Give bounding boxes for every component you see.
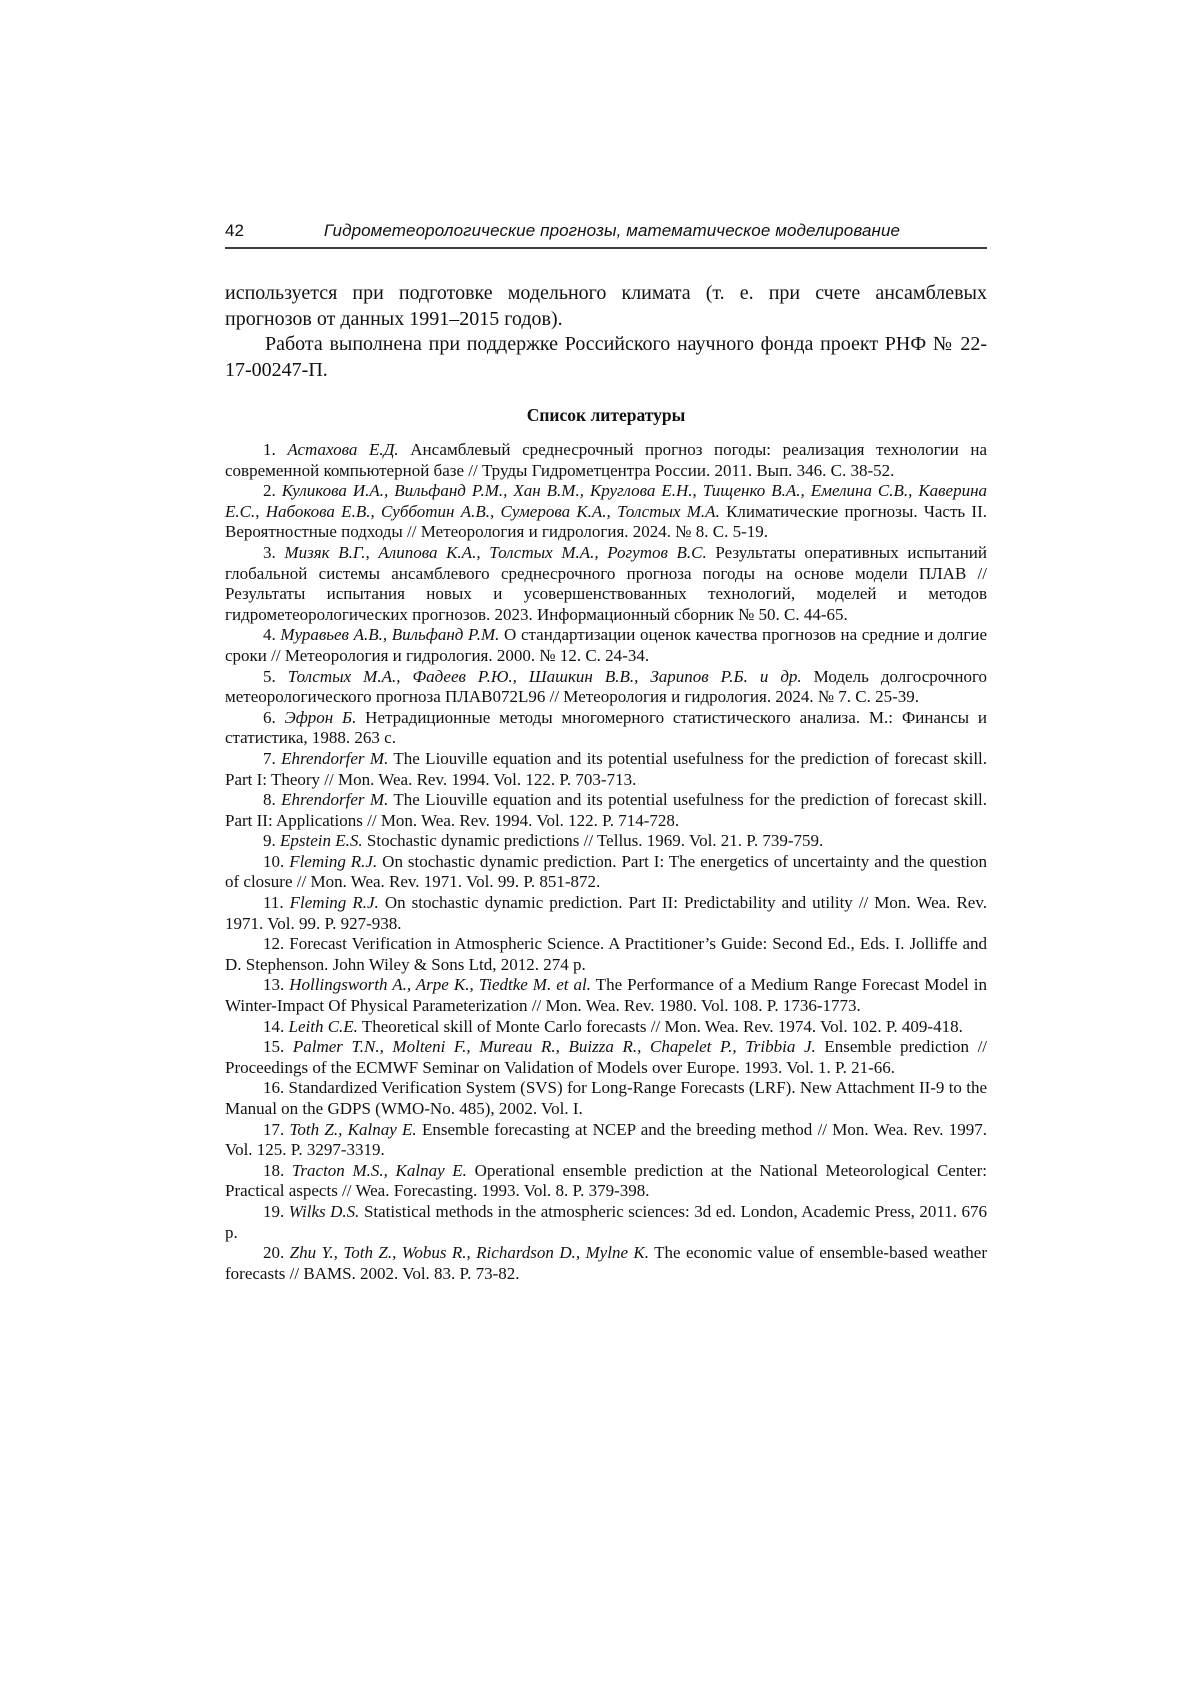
reference-number: 5. <box>263 666 288 686</box>
reference-number: 19. <box>263 1201 289 1221</box>
reference-item <box>225 852 987 893</box>
reference-authors: Эфрон Б. <box>284 707 357 727</box>
reference-item <box>225 790 987 831</box>
reference-text: Ensemble forecasting at NCEP and the breeding method // Mon. Wea. Rev. 1997. Vol. 125. P. 3297-3319. <box>225 1119 987 1160</box>
reference-number: 18. <box>263 1160 292 1180</box>
reference-authors: Hollingsworth A., Arpe K., Tiedtke M. et al. <box>289 975 591 995</box>
reference-item <box>225 1037 987 1078</box>
reference-item <box>225 934 987 975</box>
reference-text: Standardized Verification System (SVS) for Long-Range Forecasts (LRF). New Attachment II-9 to the Manual on the GDPS (WMO-No. 485), 2002. Vol. I. <box>225 1078 987 1118</box>
reference-text: Theoretical skill of Monte Carlo forecasts // Mon. Wea. Rev. 1974. Vol. 102. P. 409-418. <box>357 1016 963 1036</box>
reference-authors: Толстых М.А., Фадеев Р.Ю., Шашкин В.В., Зарипов Р.Б. и др. <box>287 666 802 686</box>
reference-text: Нетрадиционные методы многомерного статистического анализа. М.: Финансы и статистика, 1988. 263 с. <box>225 707 987 748</box>
reference-item <box>225 975 987 1016</box>
reference-authors: Мизяк В.Г., Алипова К.А., Толстых М.А., Рогутов В.С. <box>284 542 707 562</box>
running-header <box>225 221 987 249</box>
reference-text: Результаты оперативных испытаний глобальной системы ансамблевого среднесрочного прогноза погоды на основе модели ПЛАВ // Результаты испытания новых и усовершенствованных технологий, моделей и методов гидрометеорологических прогнозов. 2023. Информационный сборник № 50. С. 44-65. <box>225 542 987 624</box>
reference-text: Климатические прогнозы. Часть II. Вероятностные подходы // Метеорология и гидрология. 2024. № 8. С. 5-19. <box>225 501 987 542</box>
reference-item <box>225 625 987 666</box>
reference-authors: Epstein E.S. <box>280 831 363 851</box>
reference-item <box>225 440 987 481</box>
reference-item <box>225 1078 987 1119</box>
reference-authors: Wilks D.S. <box>288 1201 360 1221</box>
reference-item <box>225 543 987 625</box>
reference-number: 4. <box>263 625 281 645</box>
reference-number: 20. <box>263 1243 290 1263</box>
reference-text: The economic value of ensemble-based weather forecasts // BAMS. 2002. Vol. 83. P. 73-82. <box>225 1243 988 1283</box>
reference-authors: Fleming R.J. <box>289 893 379 913</box>
reference-text: О стандартизации оценок качества прогнозов на средние и долгие сроки // Метеорология и гидрология. 2000. № 12. С. 24-34. <box>225 625 987 665</box>
reference-number: 3. <box>263 542 285 562</box>
reference-text: Operational ensemble prediction at the National Meteorological Center: Practical aspects // Wea. Forecasting. 1993. Vol. 8. P. 379-398. <box>225 1160 988 1201</box>
reference-item <box>225 1243 987 1284</box>
reference-number: 14. <box>263 1016 289 1036</box>
reference-item <box>225 481 987 543</box>
reference-text: Модель долгосрочного метеорологического прогноза ПЛАВ072L96 // Метеорология и гидрология. 2024. № 7. С. 25-39. <box>225 666 987 707</box>
reference-text: Ensemble prediction // Proceedings of the ECMWF Seminar on Validation of Models over Europe. 1993. Vol. 1. P. 21-66. <box>225 1037 988 1077</box>
running-title: Гидрометеорологические прогнозы, математическое моделирование <box>323 221 901 240</box>
reference-authors: Ehrendorfer M. <box>281 748 389 768</box>
reference-authors: Астахова Е.Д. <box>287 440 399 459</box>
reference-number: 13. <box>263 975 290 995</box>
reference-number: 6. <box>263 707 285 727</box>
references-title: Список литературы <box>526 405 686 425</box>
reference-authors: Fleming R.J. <box>289 851 378 871</box>
reference-item <box>225 1017 987 1038</box>
reference-text: On stochastic dynamic prediction. Part II: Predictability and utility // Mon. Wea. Rev. 1971. Vol. 99. P. 927-938. <box>225 893 987 933</box>
reference-item <box>225 708 987 749</box>
reference-authors: Toth Z., Kalnay E. <box>289 1119 417 1139</box>
reference-number: 8. <box>263 790 282 810</box>
reference-number: 9. <box>263 831 280 851</box>
reference-text: The Performance of a Medium Range Forecast Model in Winter-Impact Of Physical Parameterization // Mon. Wea. Rev. 1980. Vol. 108. P. 1736-1773. <box>225 975 987 1016</box>
reference-item <box>225 831 987 852</box>
reference-number: 2. <box>263 481 282 501</box>
reference-authors: Leith C.E. <box>288 1016 358 1036</box>
reference-item <box>225 749 987 790</box>
reference-number: 17. <box>263 1119 290 1139</box>
reference-number: 16. <box>263 1078 289 1098</box>
reference-authors: Zhu Y., Toth Z., Wobus R., Richardson D., Mylne K. <box>289 1243 649 1263</box>
reference-text: Ансамблевый среднесрочный прогноз погоды: реализация технологии на современной компьютерной базе // Труды Гидрометцентра России. 2011. Вып. 346. С. 38-52. <box>225 440 987 480</box>
reference-list <box>225 440 987 1284</box>
reference-text: Forecast Verification in Atmospheric Science. A Practitioner’s Guide: Second Ed., Eds. I. Jolliffe and D. Stephenson. John Wiley & Sons Ltd, 2012. 274 p. <box>225 934 987 974</box>
reference-item <box>225 667 987 708</box>
intro-block <box>225 281 987 383</box>
reference-text: The Liouville equation and its potential usefulness for the prediction of forecast skill. Part I: Theory // Mon. Wea. Rev. 1994. Vol. 122. P. 703-713. <box>225 748 988 789</box>
reference-number: 15. <box>263 1037 293 1057</box>
reference-item <box>225 1120 987 1161</box>
acknowledgement-paragraph: Работа выполнена при поддержке Российского научного фонда проект РНФ № 22-17-00247-П. <box>225 333 987 381</box>
reference-item <box>225 1161 987 1202</box>
reference-item <box>225 893 987 934</box>
reference-number: 1. <box>263 440 288 459</box>
page-column <box>225 0 987 1284</box>
reference-number: 7. <box>263 748 282 768</box>
reference-number: 10. <box>263 851 290 871</box>
page-number: 42 <box>225 221 244 240</box>
reference-authors: Tracton M.S., Kalnay E. <box>291 1160 467 1180</box>
reference-number: 11. <box>263 893 290 913</box>
reference-authors: Муравьев А.В., Вильфанд Р.М. <box>280 625 500 645</box>
reference-text: Stochastic dynamic predictions // Tellus. 1969. Vol. 21. P. 739-759. <box>362 831 824 851</box>
reference-text: The Liouville equation and its potential usefulness for the prediction of forecast skill. Part II: Applications // Mon. Wea. Rev. 1994. Vol. 122. P. 714-728. <box>225 790 988 830</box>
reference-text: On stochastic dynamic prediction. Part I: The energetics of uncertainty and the question of closure // Mon. Wea. Rev. 1971. Vol. 99. P. 851-872. <box>225 851 988 892</box>
reference-item <box>225 1202 987 1243</box>
reference-number: 12. <box>263 934 290 954</box>
reference-text: Statistical methods in the atmospheric sciences: 3d ed. London, Academic Press, 2011. 676 p. <box>225 1201 988 1242</box>
reference-authors: Ehrendorfer M. <box>281 790 389 810</box>
reference-authors: Куликова И.А., Вильфанд Р.М., Хан В.М., Круглова Е.Н., Тищенко В.А., Емелина С.В., Каверина Е.С., Набокова Е.В., Субботин А.В., Сумерова К.А., Толстых М.А. <box>225 481 988 521</box>
intro-paragraph-continuation: используется при подготовке модельного климата (т. е. при счете ансамблевых прогнозов от данных 1991–2015 годов). <box>225 282 987 330</box>
reference-authors: Palmer T.N., Molteni F., Mureau R., Buizza R., Chapelet P., Tribbia J. <box>292 1037 816 1057</box>
